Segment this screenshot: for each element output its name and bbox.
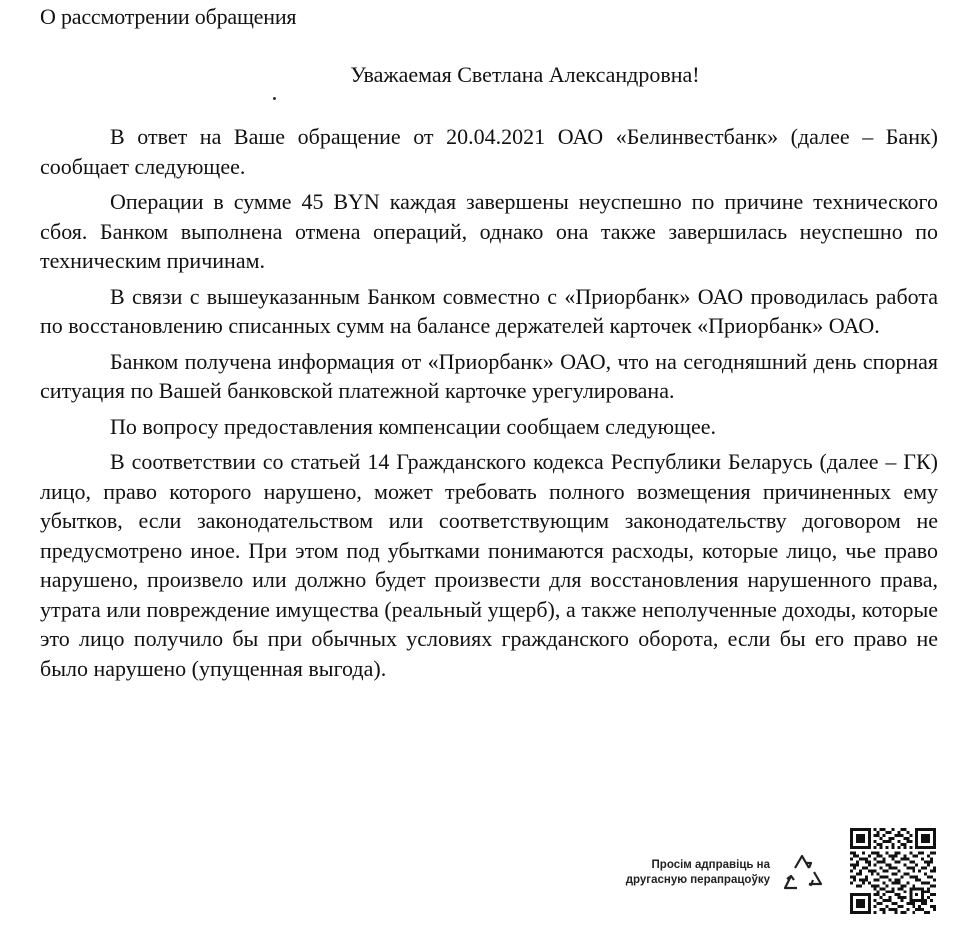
recycle-notice-line: Просім адправіць на xyxy=(651,859,770,871)
recycle-notice xyxy=(600,858,770,888)
qr-code-icon xyxy=(850,828,936,914)
paragraph: Банком получена информация от «Приорбанк» ОАО, что на сегодняшний день спорная ситуация по Вашей банковской платежной карточке урегулирована. xyxy=(40,348,938,403)
recycle-notice-line: другасную перапрацоўку xyxy=(625,874,770,886)
letter-subject: О рассмотрении обращения xyxy=(40,4,297,29)
paragraph: В соответствии со статьей 14 Гражданского кодекса Республики Беларусь (далее – ГК) лицо, право которого нарушено, может требовать полного возмещения причиненных ему убытков, если законодательством или соответствующим законодательству договором не предусмотрено иное. При этом под убытками понимаются расходы, которые лицо, чье право нарушено, произвело или должно будет произвести для восстановления нарушенного права, утрата или повреждение имущества (реальный ущерб), а также неполученные доходы, которые это лицо получило бы при обычных условиях гражданского оборота, если бы его право не было нарушено (упущенная выгода). xyxy=(40,449,938,681)
footer xyxy=(600,820,940,920)
paragraph: В ответ на Ваше обращение от 20.04.2021 ОАО «Белинвестбанк» (далее – Банк) сообщает следующее. xyxy=(40,124,938,179)
letter-body xyxy=(40,122,938,689)
recycle-icon xyxy=(778,850,828,898)
paragraph: В связи с вышеуказанным Банком совместно с «Приорбанк» ОАО проводилась работа по восстановлению списанных сумм на балансе держателей карточек «Приорбанк» ОАО. xyxy=(40,283,938,338)
paragraph: По вопросу предоставления компенсации сообщаем следующее. xyxy=(110,413,716,439)
paragraph: Операции в сумме 45 BYN каждая завершены неуспешно по причине технического сбоя. Банком выполнена отмена операций, однако она также завершилась неуспешно по техническим причинам. xyxy=(40,189,938,273)
salutation: Уважаемая Светлана Александровна! xyxy=(350,62,700,87)
scan-dot-artifact xyxy=(273,97,276,100)
